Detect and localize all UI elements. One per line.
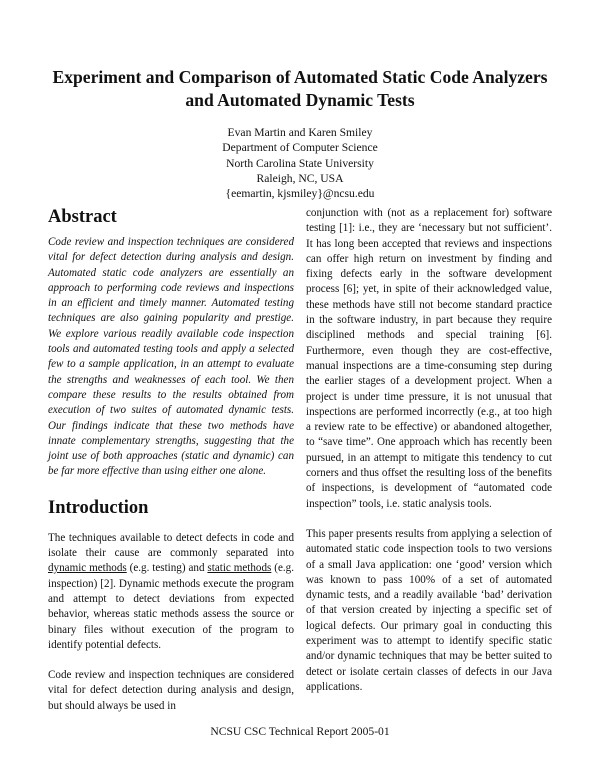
static-methods-term: static methods (207, 562, 272, 575)
author-department: Department of Computer Science (222, 141, 378, 155)
intro-paragraph-4: This paper presents results from applying a selection of automated static code inspection tools to two versions of a small Java application: one ‘good’ version which was known to pass 100% of a set of automated dynamic tests, and a readily available ‘bad’ derivation of that version created by injecting a specific set of logical defects. Our primary goal in conducting this experiment was to attempt to identify specific static and/or dynamic techniques that may be better suited to detect or isolate certain classes of defects in our Java applications. (306, 527, 552, 693)
intro-paragraph-1 (48, 531, 294, 653)
intro-paragraph-3: conjunction with (not as a replacement for) software testing [1]: i.e., they are ‘necessary but not sufficient’. It has long been accepted that reviews and inspections can offer high return on investment by finding and fixing defects early in the software development process [6]; yet, in spite of their acknowledged value, these methods have still not become standard practice in the software industry, in part because they require disciplined methods and special training [6]. Furthermore, even though they are cost-effective, manual inspections are a time-consuming step during the earlier stages of a development project. When a project is under time pressure, it is not unusual that inspections are performed incorrectly (e.g., at too high a review rate to be effective) or abandoned altogether, to “save time”. One approach which has recently been pursued, in an attempt to mitigate this tendency to cut corners and thus offset the resulting loss of the benefits of inspections, is development of “automated code inspection” tools, i.e. static analysis tools. (306, 207, 552, 510)
author-email: {eemartin, kjsmiley}@ncsu.edu (225, 187, 375, 201)
dynamic-methods-term: dynamic methods (48, 562, 127, 575)
author-block (140, 125, 460, 201)
title-line-2: and Automated Dynamic Tests (185, 90, 415, 110)
abstract-text: Code review and inspection techniques are considered vital for defect detection during analysis and design. Automated static code analyzers are essentially an approach to performing code reviews and inspections in an efficient and timely manner. Automated testing techniques are also gaining popularity and prestige. We explore various readily available code inspection tools and automated testing tools and apply a selected few to a sample application, in an attempt to evaluate the strengths and weaknesses of each tool. We then compare these results to the results obtained from execution of two suites of automated dynamic tests. Our findings indicate that these two methods have innate complementary strengths, suggesting that the joint use of both approaches (static and dynamic) can be far more effective than using either one alone. (48, 236, 294, 478)
author-university: North Carolina State University (226, 156, 374, 170)
page-footer: NCSU CSC Technical Report 2005-01 (210, 725, 390, 738)
author-location: Raleigh, NC, USA (256, 171, 344, 185)
abstract-heading: Abstract (48, 207, 117, 227)
author-names: Evan Martin and Karen Smiley (227, 126, 373, 139)
left-column (48, 205, 294, 714)
intro-p1-text-b: (e.g. testing) and (126, 562, 208, 575)
intro-paragraph-2: Code review and inspection techniques are considered vital for defect detection during analysis and design, but should always be used in (48, 669, 294, 712)
intro-p1-text-c: (e.g. inspection) [2]. Dynamic methods execute the program and attempt to detect deviations from expected behavior, whereas static methods assess the source or binary files without execution of the program to identify potential defects. (48, 562, 294, 651)
introduction-heading: Introduction (48, 497, 149, 518)
right-column (306, 206, 552, 695)
title-line-1: Experiment and Comparison of Automated Static Code Analyzers (52, 67, 548, 87)
paper-title (40, 66, 560, 112)
intro-p1-text-a: The techniques available to detect defects in code and isolate their cause are commonly separated into (48, 531, 294, 560)
